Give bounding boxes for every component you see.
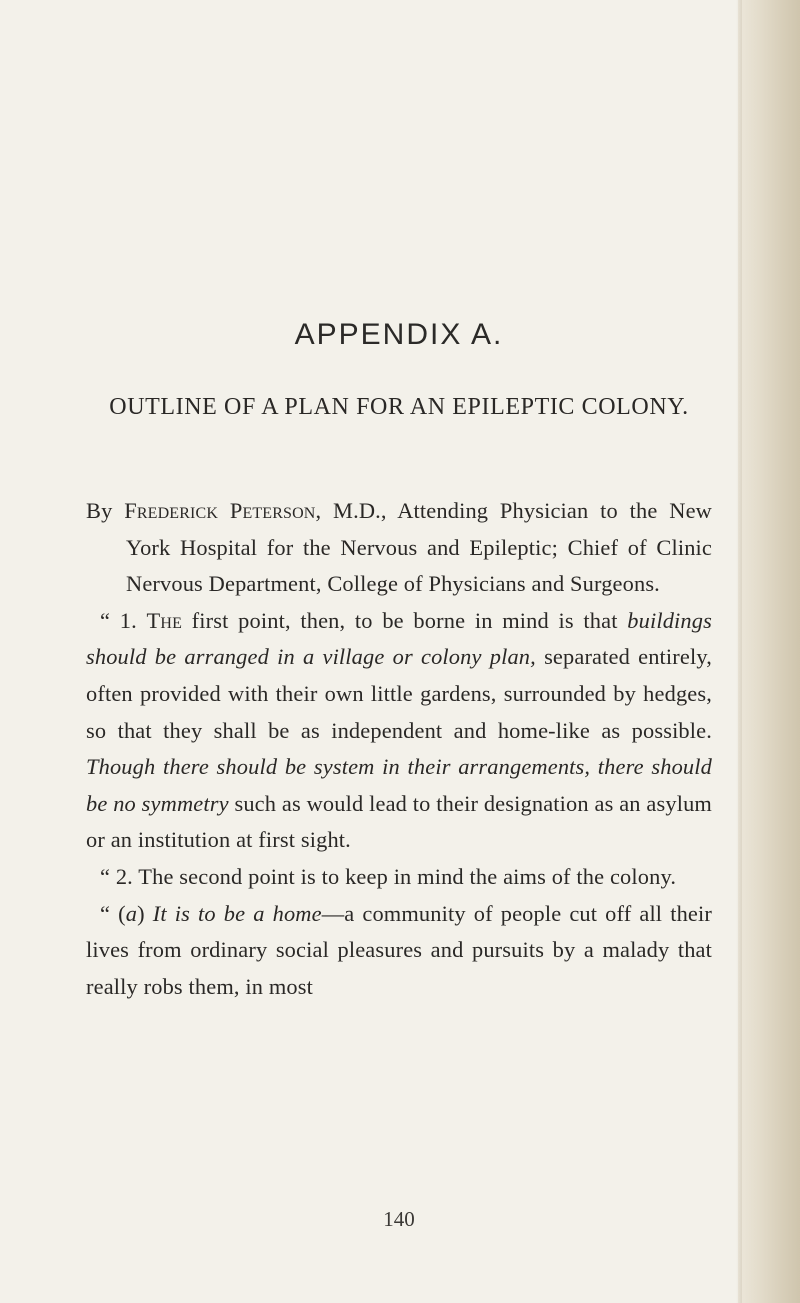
paragraph-1-italic-b: Though there should be system in their arrangements, there should be no symmetry xyxy=(86,754,712,816)
body-text xyxy=(86,493,712,1005)
paragraph-3-letter: a xyxy=(125,900,138,926)
paragraph-3-open: “ ( xyxy=(100,900,126,926)
page-number: 140 xyxy=(383,1207,415,1231)
paragraph-3-italic: It is to be a home xyxy=(152,900,322,926)
paragraph-2: “ 2. The second point is to keep in mind the aims of the colony. xyxy=(100,863,677,889)
paragraph-3-close: ) xyxy=(137,900,153,926)
section-title: OUTLINE OF A PLAN FOR AN EPILEPTIC COLONY. xyxy=(109,394,689,420)
paragraph-1-text-a: first point, then, to be borne in mind is that xyxy=(182,607,628,633)
byline-prefix: By xyxy=(86,498,125,523)
paragraph-3-text: —a community of people cut off all their lives from ordinary social pleasures and pursuits by a malady that really robs them, in most xyxy=(86,900,712,999)
paragraph-1-text-c: such as would lead to their designation as an asylum or an institution at first sight. xyxy=(86,790,713,853)
page-gutter-shadow xyxy=(736,0,742,1303)
author-credentials: , M.D., Attending Physician to the New York Hospital for the Nervous and Epileptic; Chief of Clinic Nervous Department, College of Physicians and Surgeons. xyxy=(126,498,712,597)
paragraph-1-number: “ 1. xyxy=(100,607,147,633)
paragraph-1-italic-a: buildings should be arranged in a village or colony plan, xyxy=(86,607,712,670)
page-edge xyxy=(738,0,800,1303)
paragraph-1-text-b: separated entirely, often provided with their own little gardens, surrounded by hedges, so that they shall be as independent and home-like as possible. xyxy=(86,644,712,743)
author-byline xyxy=(86,493,712,603)
paragraph-3 xyxy=(86,896,712,1006)
paragraph-1 xyxy=(86,603,712,859)
appendix-title: APPENDIX A. xyxy=(294,318,504,351)
author-name: Frederick Peterson xyxy=(124,498,316,523)
paragraph-1-lead-word: The xyxy=(146,607,182,633)
